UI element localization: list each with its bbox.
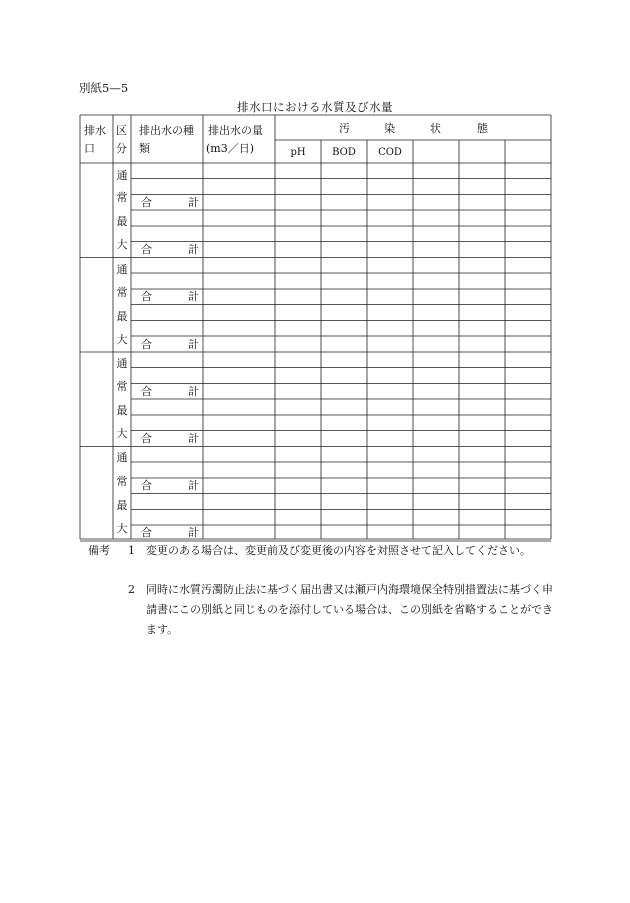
header-water-volume-line1: 排出水の量 [208, 124, 263, 137]
subtotal-normal: 合 計 [141, 290, 199, 303]
note-number-2: 2 [128, 583, 135, 596]
header-water-type-line1: 排出水の種 [139, 124, 194, 137]
category-label: 最 [116, 310, 128, 323]
subtotal-max: 合 計 [141, 432, 199, 445]
note-text-1: 変更のある場合は、変更前及び変更後の内容を対照させて記入してください。 [146, 544, 531, 557]
category-label: 大 [116, 238, 128, 251]
header-category-line1: 区 [116, 124, 127, 137]
category-label: 常 [116, 475, 128, 488]
notes-label: 備考 [88, 544, 110, 557]
header-outlet-line2: 口 [84, 142, 95, 155]
header-category-line2: 分 [116, 142, 127, 155]
category-label: 常 [116, 380, 128, 393]
header-water-type-line2: 類 [139, 142, 150, 155]
header-measure-ph: pH [290, 147, 306, 158]
note-text-2: 同時に水質汚濁防止法に基づく届出書又は瀬戸内海環境保全特別措置法に基づく申請書にこの別紙と同じものを添付している場合は、この別紙を省略することができます。 [146, 583, 553, 636]
header-measure-bod: BOD [332, 147, 356, 158]
header-pollution-char-2: 染 [384, 122, 395, 135]
header-measure-cod: COD [378, 147, 402, 158]
category-label: 最 [116, 215, 128, 228]
category-label: 通 [116, 451, 128, 464]
category-label: 大 [116, 333, 128, 346]
header-pollution-char-1: 汚 [339, 122, 350, 135]
note-number-1: 1 [128, 544, 135, 557]
subtotal-normal: 合 計 [141, 196, 199, 209]
category-label: 大 [116, 427, 128, 440]
subtotal-normal: 合 計 [141, 385, 199, 398]
category-label: 通 [116, 263, 128, 276]
header-water-volume-line2: (m3／日) [206, 142, 255, 155]
category-label: 通 [116, 357, 128, 370]
category-label: 常 [116, 286, 128, 299]
subtotal-max: 合 計 [141, 338, 199, 351]
header-pollution-char-3: 状 [430, 122, 441, 135]
document-title: 排水口における水質及び水量 [237, 100, 393, 114]
header-pollution-char-4: 態 [477, 122, 488, 135]
category-label: 通 [116, 169, 128, 182]
header-outlet-line1: 排水 [84, 124, 106, 137]
category-label: 最 [116, 499, 128, 512]
subtotal-max: 合 計 [141, 526, 199, 539]
category-label: 常 [116, 191, 128, 204]
document-number: 別紙5—5 [79, 81, 129, 95]
subtotal-max: 合 計 [141, 243, 199, 256]
category-label: 最 [116, 404, 128, 417]
subtotal-normal: 合 計 [141, 479, 199, 492]
category-label: 大 [116, 522, 128, 535]
